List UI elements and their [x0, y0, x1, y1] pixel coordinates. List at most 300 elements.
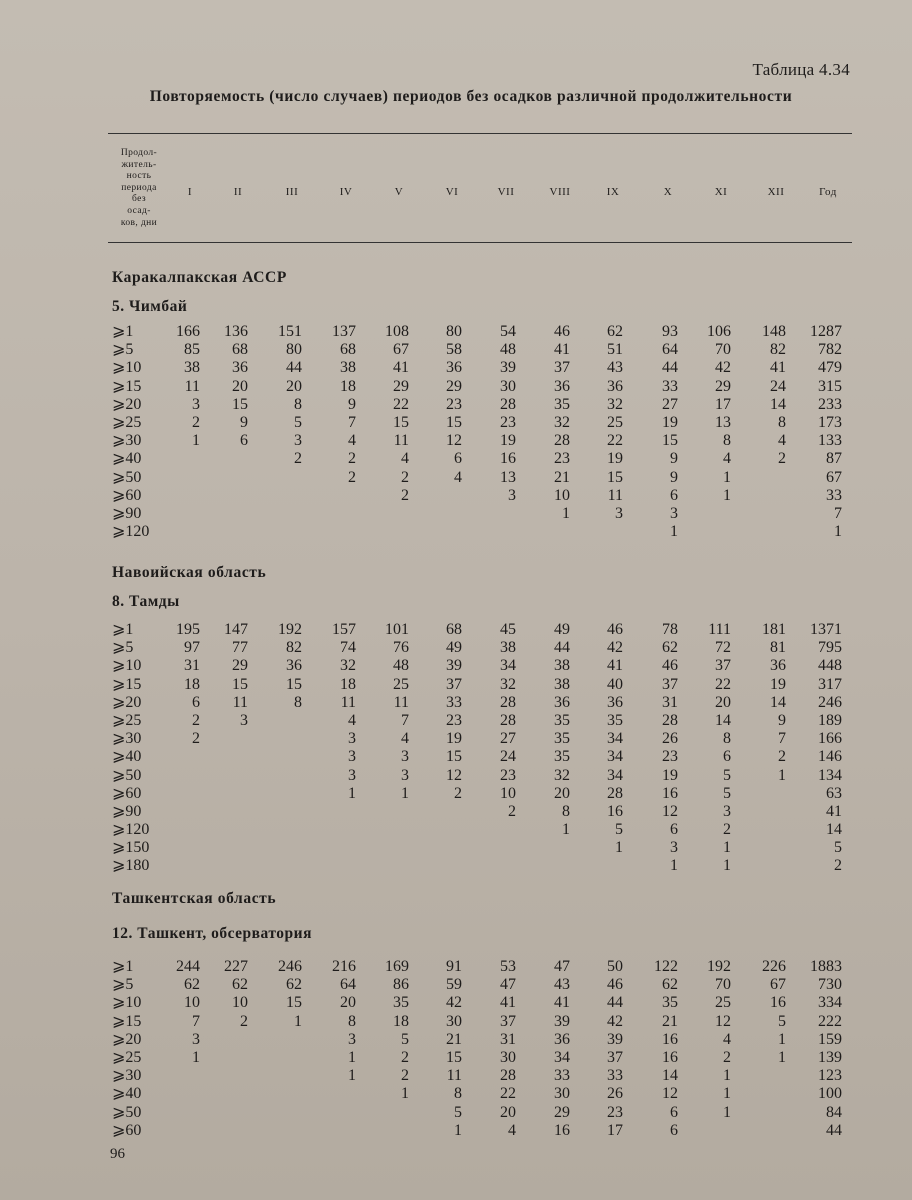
table-cell: 216 [332, 958, 356, 975]
table-row [108, 730, 852, 748]
table-cell: 20 [500, 1103, 516, 1121]
table-cell: 1 [348, 1048, 356, 1066]
table-cell: 5 [723, 766, 731, 784]
table-cell: 22 [607, 432, 623, 450]
table-cell: 317 [818, 675, 842, 693]
table-cell: 192 [278, 621, 302, 638]
table-cell: 14 [715, 711, 731, 729]
table-cell: 62 [232, 976, 248, 994]
table-cell: 23 [554, 450, 570, 468]
table-cell: 16 [500, 450, 516, 468]
table-cell: 32 [607, 395, 623, 413]
table-cell: 36 [446, 359, 462, 377]
table-cell: 21 [662, 1012, 678, 1030]
table-cell: 2 [401, 486, 409, 504]
table-cell: 32 [500, 675, 516, 693]
duration-label: ⩾30 [112, 432, 142, 450]
table-cell: 5 [834, 839, 842, 857]
table-cell: 46 [662, 657, 678, 675]
page-number: 96 [110, 1146, 125, 1162]
table-cell: 479 [818, 359, 842, 377]
table-cell: 151 [278, 323, 302, 340]
table-cell: 7 [778, 730, 786, 748]
table-cell: 4 [508, 1121, 516, 1139]
table-cell: 2 [401, 1067, 409, 1085]
table-cell: 18 [340, 675, 356, 693]
table-cell: 181 [762, 621, 786, 638]
table-cell: 1 [454, 1121, 462, 1139]
table-cell: 20 [340, 994, 356, 1012]
table-cell: 35 [554, 748, 570, 766]
table-row [108, 1085, 852, 1103]
table-cell: 3 [508, 486, 516, 504]
table-cell: 1371 [810, 621, 842, 638]
table-cell: 64 [340, 976, 356, 994]
table-cell: 21 [554, 468, 570, 486]
table-cell: 3 [192, 1030, 200, 1048]
table-cell: 3 [670, 504, 678, 522]
table-cell: 157 [332, 621, 356, 638]
table-cell: 8 [454, 1085, 462, 1103]
table-cell: 19 [500, 432, 516, 450]
table-row [108, 839, 852, 857]
table-cell: 233 [818, 395, 842, 413]
table-cell: 2 [834, 857, 842, 875]
table-row [108, 396, 852, 414]
month-header: V [394, 186, 404, 198]
table-cell: 8 [294, 395, 302, 413]
table-cell: 2 [401, 468, 409, 486]
table-cell: 6 [670, 821, 678, 839]
table-cell: 20 [232, 377, 248, 395]
duration-label: ⩾15 [112, 675, 142, 693]
table-cell: 2 [192, 730, 200, 748]
table-cell: 122 [654, 958, 678, 975]
table-cell: 67 [770, 976, 786, 994]
table-cell: 4 [348, 432, 356, 450]
table-cell: 27 [500, 730, 516, 748]
header-line: периода [121, 182, 157, 193]
duration-label: ⩾5 [112, 976, 134, 994]
table-cell: 6 [670, 1103, 678, 1121]
table-cell: 1 [562, 821, 570, 839]
table-cell: 133 [818, 432, 842, 450]
table-row [108, 857, 852, 875]
table-cell: 44 [826, 1121, 842, 1139]
table-cell: 15 [393, 413, 409, 431]
duration-label: ⩾25 [112, 711, 142, 729]
table-cell: 10 [184, 994, 200, 1012]
data-block-tashkent [108, 958, 852, 1140]
table-cell: 1 [778, 1048, 786, 1066]
header-line: ков, дни [120, 217, 158, 228]
table-cell: 3 [348, 730, 356, 748]
table-cell: 26 [607, 1085, 623, 1103]
table-cell: 91 [446, 958, 462, 975]
table-cell: 1 [723, 839, 731, 857]
duration-label: ⩾50 [112, 468, 142, 486]
table-row [108, 341, 852, 359]
duration-label: ⩾60 [112, 1121, 142, 1139]
table-cell: 1 [723, 1085, 731, 1103]
table-cell: 29 [446, 377, 462, 395]
table-cell: 1 [778, 1030, 786, 1048]
table-cell: 72 [715, 639, 731, 657]
table-cell: 24 [770, 377, 786, 395]
table-cell: 67 [393, 341, 409, 359]
table-cell: 23 [662, 748, 678, 766]
table-cell: 21 [446, 1030, 462, 1048]
table-cell: 87 [826, 450, 842, 468]
table-cell: 62 [184, 976, 200, 994]
table-cell: 16 [662, 1030, 678, 1048]
table-cell: 15 [446, 1048, 462, 1066]
table-cell: 33 [607, 1067, 623, 1085]
header-line: ность [126, 171, 152, 182]
table-cell: 169 [385, 958, 409, 975]
table-cell: 38 [184, 359, 200, 377]
duration-label: ⩾180 [112, 857, 150, 875]
table-cell: 9 [778, 711, 786, 729]
table-cell: 12 [662, 802, 678, 820]
table-cell: 38 [500, 639, 516, 657]
table-cell: 38 [340, 359, 356, 377]
table-cell: 11 [232, 693, 248, 711]
table-cell: 173 [818, 413, 842, 431]
table-cell: 29 [715, 377, 731, 395]
table-cell: 1 [348, 784, 356, 802]
header-line: без [132, 194, 146, 205]
table-cell: 12 [446, 432, 462, 450]
table-row [108, 523, 852, 541]
duration-label: ⩾1 [112, 323, 134, 340]
table-cell: 2 [723, 821, 731, 839]
table-cell: 34 [554, 1048, 570, 1066]
table-cell: 15 [662, 432, 678, 450]
table-cell: 111 [708, 621, 731, 638]
table-row [108, 657, 852, 675]
table-cell: 49 [446, 639, 462, 657]
table-cell: 35 [554, 711, 570, 729]
table-cell: 23 [446, 395, 462, 413]
table-cell: 2 [192, 711, 200, 729]
table-cell: 47 [554, 958, 570, 975]
region-heading-navoi: Навоийская область [112, 564, 267, 581]
table-cell: 5 [294, 413, 302, 431]
duration-label: ⩾25 [112, 413, 142, 431]
table-cell: 9 [240, 413, 248, 431]
table-cell: 195 [176, 621, 200, 638]
table-cell: 19 [607, 450, 623, 468]
table-cell: 22 [393, 395, 409, 413]
table-row [108, 378, 852, 396]
duration-label: ⩾50 [112, 766, 142, 784]
table-cell: 2 [508, 802, 516, 820]
table-cell: 36 [607, 377, 623, 395]
table-cell: 5 [401, 1030, 409, 1048]
table-cell: 100 [818, 1085, 842, 1103]
table-cell: 2 [294, 450, 302, 468]
table-cell: 46 [607, 976, 623, 994]
table-cell: 17 [607, 1121, 623, 1139]
table-row [108, 323, 852, 341]
table-cell: 19 [446, 730, 462, 748]
table-cell: 4 [778, 432, 786, 450]
duration-label: ⩾20 [112, 1030, 142, 1048]
table-cell: 70 [715, 976, 731, 994]
table-cell: 1 [562, 504, 570, 522]
table-cell: 9 [348, 395, 356, 413]
table-cell: 48 [393, 657, 409, 675]
table-row [108, 785, 852, 803]
table-cell: 39 [607, 1030, 623, 1048]
duration-label: ⩾30 [112, 730, 142, 748]
table-cell: 101 [385, 621, 409, 638]
table-cell: 19 [662, 413, 678, 431]
table-cell: 82 [770, 341, 786, 359]
month-header: IX [606, 186, 620, 198]
duration-label: ⩾90 [112, 802, 142, 820]
table-cell: 20 [286, 377, 302, 395]
table-row [108, 1067, 852, 1085]
table-cell: 106 [707, 323, 731, 340]
table-cell: 9 [670, 468, 678, 486]
table-cell: 23 [500, 766, 516, 784]
table-cell: 59 [446, 976, 462, 994]
table-cell: 41 [554, 994, 570, 1012]
table-cell: 17 [715, 395, 731, 413]
table-cell: 80 [286, 341, 302, 359]
table-row [108, 821, 852, 839]
table-cell: 32 [554, 766, 570, 784]
table-cell: 13 [500, 468, 516, 486]
table-cell: 7 [834, 504, 842, 522]
table-cell: 7 [401, 711, 409, 729]
table-cell: 1 [192, 432, 200, 450]
table-cell: 139 [818, 1048, 842, 1066]
table-cell: 41 [770, 359, 786, 377]
table-cell: 6 [670, 486, 678, 504]
duration-label: ⩾10 [112, 359, 142, 377]
table-cell: 1883 [810, 958, 842, 975]
table-row [108, 505, 852, 523]
table-title: Повторяемость (число случаев) периодов без осадков различной продолжительности [149, 88, 793, 105]
table-cell: 28 [607, 784, 623, 802]
table-cell: 1 [401, 1085, 409, 1103]
table-cell: 31 [184, 657, 200, 675]
table-cell: 37 [446, 675, 462, 693]
table-cell: 11 [607, 486, 623, 504]
month-header: IV [339, 186, 353, 198]
table-cell: 22 [500, 1085, 516, 1103]
table-cell: 5 [723, 784, 731, 802]
table-cell: 82 [286, 639, 302, 657]
table-cell: 189 [818, 711, 842, 729]
month-header: VIII [549, 186, 571, 198]
table-row [108, 1013, 852, 1031]
table-cell: 2 [401, 1048, 409, 1066]
table-cell: 44 [554, 639, 570, 657]
table-cell: 1 [723, 1103, 731, 1121]
table-cell: 15 [286, 675, 302, 693]
table-cell: 38 [554, 675, 570, 693]
table-cell: 16 [554, 1121, 570, 1139]
table-cell: 3 [401, 748, 409, 766]
table-cell: 246 [818, 693, 842, 711]
table-cell: 166 [818, 730, 842, 748]
table-cell: 26 [662, 730, 678, 748]
table-cell: 68 [232, 341, 248, 359]
table-cell: 136 [224, 323, 248, 340]
table-cell: 32 [340, 657, 356, 675]
table-cell: 3 [670, 839, 678, 857]
table-cell: 22 [715, 675, 731, 693]
table-cell: 222 [818, 1012, 842, 1030]
table-row [108, 676, 852, 694]
table-cell: 28 [500, 693, 516, 711]
table-cell: 36 [554, 693, 570, 711]
table-cell: 34 [607, 748, 623, 766]
table-cell: 34 [500, 657, 516, 675]
table-row [108, 621, 852, 639]
table-cell: 14 [826, 821, 842, 839]
table-row [108, 748, 852, 766]
duration-label: ⩾40 [112, 1085, 142, 1103]
table-cell: 334 [818, 994, 842, 1012]
table-cell: 44 [662, 359, 678, 377]
table-cell: 1 [401, 784, 409, 802]
table-cell: 41 [826, 802, 842, 820]
header-bottom-rule [108, 242, 852, 243]
table-cell: 64 [662, 341, 678, 359]
table-cell: 226 [762, 958, 786, 975]
table-cell: 39 [500, 359, 516, 377]
table-cell: 11 [393, 432, 409, 450]
table-cell: 166 [176, 323, 200, 340]
table-cell: 67 [826, 468, 842, 486]
table-cell: 227 [224, 958, 248, 975]
table-cell: 6 [454, 450, 462, 468]
header-line: осад- [127, 205, 151, 216]
table-cell: 11 [446, 1067, 462, 1085]
duration-label: ⩾30 [112, 1067, 142, 1085]
table-cell: 29 [393, 377, 409, 395]
table-cell: 42 [715, 359, 731, 377]
table-cell: 11 [184, 377, 200, 395]
table-cell: 30 [500, 1048, 516, 1066]
table-cell: 11 [340, 693, 356, 711]
table-cell: 42 [607, 1012, 623, 1030]
table-cell: 4 [348, 711, 356, 729]
table-cell: 28 [500, 711, 516, 729]
table-cell: 62 [286, 976, 302, 994]
table-cell: 25 [715, 994, 731, 1012]
table-cell: 28 [500, 395, 516, 413]
duration-label: ⩾5 [112, 639, 134, 657]
table-row [108, 1031, 852, 1049]
table-cell: 2 [240, 1012, 248, 1030]
table-header [108, 140, 852, 242]
table-cell: 6 [670, 1121, 678, 1139]
table-cell: 1 [834, 523, 842, 541]
table-cell: 23 [446, 711, 462, 729]
data-block-chimbay [108, 323, 852, 541]
table-cell: 41 [554, 341, 570, 359]
table-cell: 85 [184, 341, 200, 359]
table-cell: 97 [184, 639, 200, 657]
table-cell: 4 [401, 730, 409, 748]
table-number: Таблица 4.34 [752, 60, 850, 79]
table-cell: 15 [232, 395, 248, 413]
table-cell: 50 [607, 958, 623, 975]
table-cell: 41 [500, 994, 516, 1012]
table-cell: 46 [554, 323, 570, 340]
table-cell: 3 [348, 748, 356, 766]
table-cell: 16 [770, 994, 786, 1012]
month-header: X [663, 186, 673, 198]
duration-label: ⩾15 [112, 1012, 142, 1030]
table-cell: 43 [554, 976, 570, 994]
table-cell: 36 [770, 657, 786, 675]
table-cell: 15 [607, 468, 623, 486]
table-cell: 3 [401, 766, 409, 784]
table-cell: 70 [715, 341, 731, 359]
table-cell: 81 [770, 639, 786, 657]
table-cell: 15 [446, 413, 462, 431]
table-cell: 4 [723, 1030, 731, 1048]
table-cell: 8 [723, 730, 731, 748]
month-header: II [233, 186, 243, 198]
table-row [108, 414, 852, 432]
table-cell: 36 [607, 693, 623, 711]
table-cell: 10 [232, 994, 248, 1012]
table-cell: 35 [607, 711, 623, 729]
duration-column-header [108, 148, 170, 229]
table-cell: 3 [723, 802, 731, 820]
data-block-tamdy [108, 621, 852, 876]
duration-label: ⩾1 [112, 621, 134, 638]
table-cell: 20 [554, 784, 570, 802]
region-heading-karakalpak: Каракалпакская АССР [112, 269, 287, 286]
table-cell: 148 [762, 323, 786, 340]
table-cell: 18 [184, 675, 200, 693]
duration-label: ⩾40 [112, 748, 142, 766]
table-row [108, 712, 852, 730]
header-line: житель- [121, 159, 157, 170]
table-cell: 15 [232, 675, 248, 693]
table-cell: 23 [500, 413, 516, 431]
table-cell: 28 [662, 711, 678, 729]
table-cell: 63 [826, 784, 842, 802]
table-cell: 27 [662, 395, 678, 413]
table-cell: 37 [500, 1012, 516, 1030]
table-row [108, 432, 852, 450]
table-cell: 31 [500, 1030, 516, 1048]
duration-label: ⩾10 [112, 657, 142, 675]
table-cell: 3 [348, 1030, 356, 1048]
table-cell: 41 [393, 359, 409, 377]
table-cell: 1 [778, 766, 786, 784]
table-row [108, 1122, 852, 1140]
table-cell: 1 [670, 857, 678, 875]
table-cell: 192 [707, 958, 731, 975]
table-cell: 33 [662, 377, 678, 395]
table-cell: 35 [554, 395, 570, 413]
table-cell: 1 [348, 1067, 356, 1085]
table-cell: 45 [500, 621, 516, 638]
table-cell: 1 [723, 486, 731, 504]
table-cell: 12 [446, 766, 462, 784]
